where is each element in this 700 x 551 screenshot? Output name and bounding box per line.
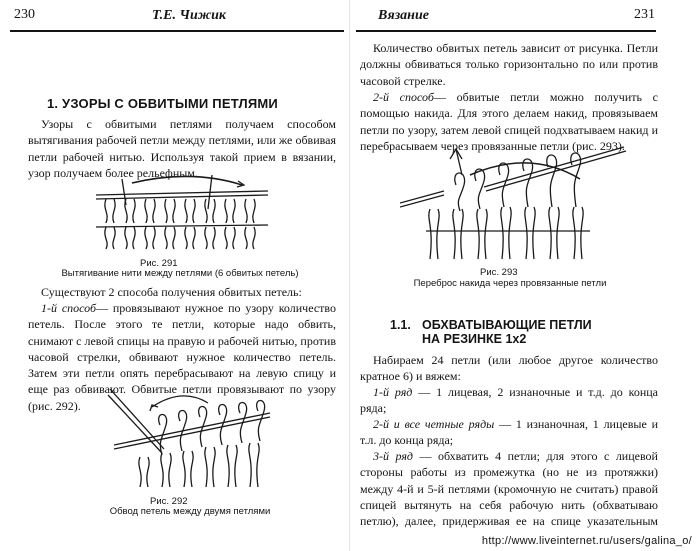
row-2-paragraph [360, 416, 658, 449]
row-1-label: 1-й ряд [373, 385, 413, 399]
cast-on-paragraph: Набираем 24 петли (или любое другое количество кратное 6) и вяжем: [360, 353, 658, 384]
figure-293-caption: Переброс накида через провязанные петли [413, 278, 607, 289]
figure-291-caption: Вытягивание нити между петлями (6 обвитых петель) [61, 268, 299, 279]
figure-291-number: Рис. 291 [140, 258, 178, 269]
section-heading: 1. УЗОРЫ С ОБВИТЫМИ ПЕТЛЯМИ [47, 96, 278, 111]
method-1-label: 1-й способ [41, 301, 97, 315]
subsection-number: 1.1. [390, 318, 411, 332]
intro-paragraph: Узоры с обвитыми петлями получаем способом вытягивания рабочей петли между петлями, или же обвивая петли рабочей нитью. Используя такой прием в вязании, узор получаем более рельефным. [28, 117, 336, 180]
right-header-rule [356, 30, 656, 32]
left-running-head: Т.Е. Чижик [152, 8, 226, 23]
figure-293-number: Рис. 293 [480, 267, 518, 278]
right-page-number: 231 [634, 7, 655, 22]
method-2-text: — обвитые петли можно получить с помощью накида. Для этого делаем накид, провязываем петли по узору, затем левой спицей подхватываем накид и перебрасываем через провязанные петли (рис. 293). [360, 90, 658, 153]
figure-292-caption: Обвод петель между двумя петлями [109, 506, 271, 517]
row-3-text: — обхватить 4 петли; для этого с лицевой стороны работы из промежутка (но не из протяжки) между 4-й и 5-й петлями (кромочную не считать) правой спицей вытянуть на себя рабочую нить (обхватываю петлю), далее, придерживая ее на спице указательным [360, 449, 658, 528]
footer-url[interactable]: http://www.liveinternet.ru/users/galina_o/ [481, 535, 692, 547]
right-running-head: Вязание [378, 8, 429, 23]
method-2-label: 2-й способ [373, 90, 434, 104]
count-paragraph: Количество обвитых петель зависит от рисунка. Петли должны обвиваться только горизонтально по или против часовой стрелке. [360, 41, 658, 88]
row-1-text: — 1 лицевая, 2 изнаночные и т.д. до конца ряда; [360, 385, 658, 416]
method-1-text: — провязывают нужное по узору количество петель. После этого те петли, которые надо обвить, снимают с левой спицы на правую и рабочей нитью, против часовой стрелки, обвивают нужное количество петель. Затем эти петли опять перебрасывают на левую спицу и еще раз обвивают. Обвитые петли провязывают по узору (рис. 292). [28, 301, 336, 413]
row-2-label: 2-й и все четные ряды [373, 417, 495, 431]
left-page-number: 230 [14, 7, 35, 22]
methods-intro: Существуют 2 способа получения обвитых петель: [41, 285, 302, 299]
subsection-heading-line-2: НА РЕЗИНКЕ 1x2 [422, 332, 527, 346]
row-3-paragraph [360, 448, 658, 528]
subsection-heading-line-1: ОБХВАТЫВАЮЩИЕ ПЕТЛИ [422, 318, 592, 332]
row-2-text: — 1 изнаночная, 1 лицевые и т.л. до конца ряда; [360, 417, 658, 448]
figure-293-illustration [400, 145, 630, 265]
row-1-paragraph [360, 384, 658, 417]
figure-292-number: Рис. 292 [150, 496, 188, 507]
figure-291-illustration [92, 175, 272, 255]
right-page [350, 0, 700, 551]
figure-292-illustration [100, 385, 280, 493]
row-3-label: 3-й ряд [373, 449, 413, 463]
left-header-rule [10, 30, 344, 32]
